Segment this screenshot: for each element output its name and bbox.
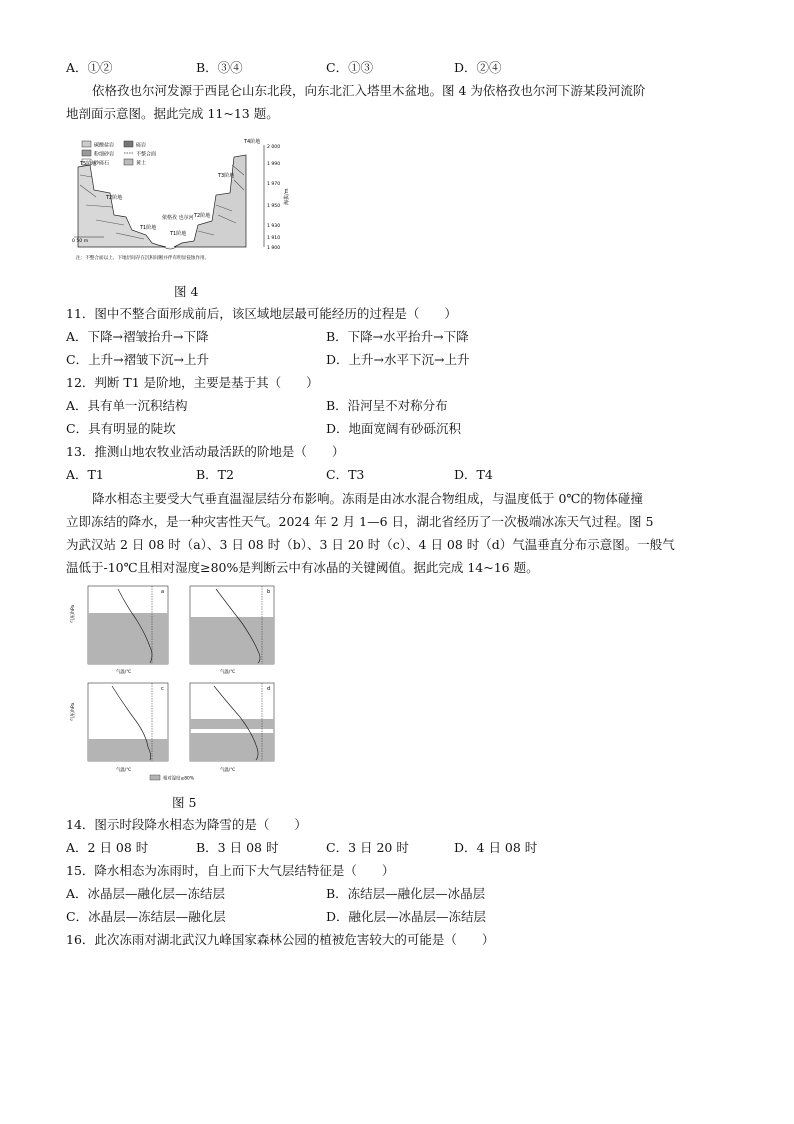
q13-option-b: B．T2 [196,467,234,482]
intro1-line2: 地剖面示意图。据此完成 11~13 题。 [66,106,279,121]
fig4-legend-label: 砂砾石 [94,160,110,167]
fig5-legend-label: 相对湿度≥80% [163,776,195,782]
fig5-caption: 图 5 [172,795,197,810]
fig4-terrace-t2-right: T2阶地 [194,213,211,219]
fig5-panel-c [69,683,168,773]
fig5-panel-label: c [161,686,164,692]
fig4-scale: 0 50 m [72,239,89,244]
q13-stem: 13．推测山地农牧业活动最活跃的阶地是（ ） [66,444,345,459]
fig5-panel-d [190,683,274,773]
svg-text:1 900: 1 900 [267,246,281,251]
q14-option-a: A．2 日 08 时 [66,840,149,855]
fig4-legend-label: 粉细砂岩 [94,151,115,158]
q15-option-a: A．冰晶层—融化层—冻结层 [66,886,226,901]
fig5-xlabel: 气温/℃ [220,670,236,675]
q15-stem: 15．降水相态为冻雨时，自上而下大气层结特征是（ ） [66,863,395,878]
fig4-terrace-t1-left: T1阶地 [140,225,157,231]
q12-option-a: A．具有单一沉积结构 [66,398,188,413]
svg-text:1 970: 1 970 [267,182,281,187]
q15-option-c: C．冰晶层—冻结层—融化层 [66,909,226,924]
fig4-note: 注：不整合面以上、下地层间存在沉积间断并伴有明显侵蚀作用。 [76,256,210,261]
q16-stem: 16．此次冻雨对湖北武汉九峰国家森林公园的植被危害较大的可能是（ ） [66,932,495,947]
fig5-panel-label: d [267,686,271,692]
q12-option-d: D．地面宽阔有砂砾沉积 [326,421,462,436]
intro2-line2: 立即冻结的降水，是一种灾害性天气。2024 年 2 月 1—6 日，湖北省经历了一次极端冰冻天气过程。图 5 [66,514,654,529]
intro2-line4: 温低于-10℃且相对湿度≥80%是判断云中有冰晶的关键阈值。据此完成 14~16 题。 [66,560,539,575]
fig5-xlabel: 气温/℃ [116,768,132,773]
intro1-line1: 依格孜也尔河发源于西昆仑山东北段，向东北汇入塔里木盆地。图 4 为依格孜也尔河下游某段河流阶 [92,83,646,98]
q15-option-d: D．融化层—冰晶层—冻结层 [326,909,487,924]
q10-option-a: A．①② [66,60,113,75]
fig4-terrace-t4: T4阶地 [244,139,261,145]
fig5-panel-label: a [161,589,165,595]
q11-stem: 11．图中不整合面形成前后，该区域地层最可能经历的过程是（ ） [66,306,457,321]
fig5-ylabel: 气压/hPa [71,702,76,721]
svg-text:1 930: 1 930 [267,224,281,229]
fig5-xlabel: 气温/℃ [220,768,236,773]
q11-option-b: B．下降→水平抬升→下降 [326,329,469,344]
svg-text:1 910: 1 910 [267,236,281,241]
fig4-legend-label: 黄土 [136,160,147,167]
q14-option-d: D．4 日 08 时 [454,840,538,855]
fig4-legend-label: 砾岩 [136,142,147,149]
fig4-terrace-t3: T3阶地 [218,173,235,179]
fig5-ylabel: 气压/hPa [71,604,76,623]
intro2-line1: 降水相态主要受大气垂直温湿层结分布影响。冻雨是由冰水混合物组成，与温度低于 0℃的物体碰撞 [92,491,643,506]
fig4-river-label: 依格孜 也尔河 [162,215,194,221]
fig5-xlabel: 气温/℃ [116,670,132,675]
svg-text:1 990: 1 990 [267,162,281,167]
fig4-axis-label: 海拔/m [284,188,290,205]
q11-option-d: D．上升→水平下沉→上升 [326,352,470,367]
fig4-caption: 图 4 [174,284,199,299]
q12-stem: 12．判断 T1 是阶地，主要是基于其（ ） [66,375,319,390]
q11-option-c: C．上升→褶皱下沉→上升 [66,352,210,367]
q13-option-d: D．T4 [454,467,493,482]
q14-option-b: B．3 日 08 时 [196,840,279,855]
fig5-panel-label: b [267,589,271,595]
fig4-terrace-t5: T5阶地 [80,161,97,167]
fig4-elevation-ticks [267,144,280,251]
q14-stem: 14．图示时段降水相态为降雪的是（ ） [66,817,307,832]
svg-text:2 000: 2 000 [267,145,281,150]
q10-option-c: C．①③ [326,60,374,75]
fig4-legend-label: 不整合面 [136,151,157,158]
figure-4-terrace-profile [66,135,292,265]
fig4-terrace-t1-right: T1阶地 [170,231,187,237]
q13-option-c: C．T3 [326,467,365,482]
q12-option-c: C．具有明显的陡坎 [66,421,176,436]
q12-option-b: B．沿河呈不对称分布 [326,398,448,413]
fig4-terrace-t2-left: T2阶地 [106,195,123,201]
fig5-panel-a [69,586,168,675]
q13-option-a: A．T1 [66,467,104,482]
q10-option-d: D．②④ [454,60,502,75]
q10-option-b: B．③④ [196,60,243,75]
fig4-legend-label: 碳酸盐岩 [94,142,115,149]
figure-5-temperature-profiles [66,583,286,783]
fig5-panel-b [190,586,274,675]
q11-option-a: A．下降→褶皱抬升→下降 [66,329,209,344]
q14-option-c: C．3 日 20 时 [326,840,409,855]
intro2-line3: 为武汉站 2 日 08 时（a）、3 日 08 时（b）、3 日 20 时（c）、4 日 08 时（d）气温垂直分布示意图。一般气 [66,537,675,552]
svg-text:1 950: 1 950 [267,204,281,209]
q15-option-b: B．冻结层—融化层—冰晶层 [326,886,486,901]
